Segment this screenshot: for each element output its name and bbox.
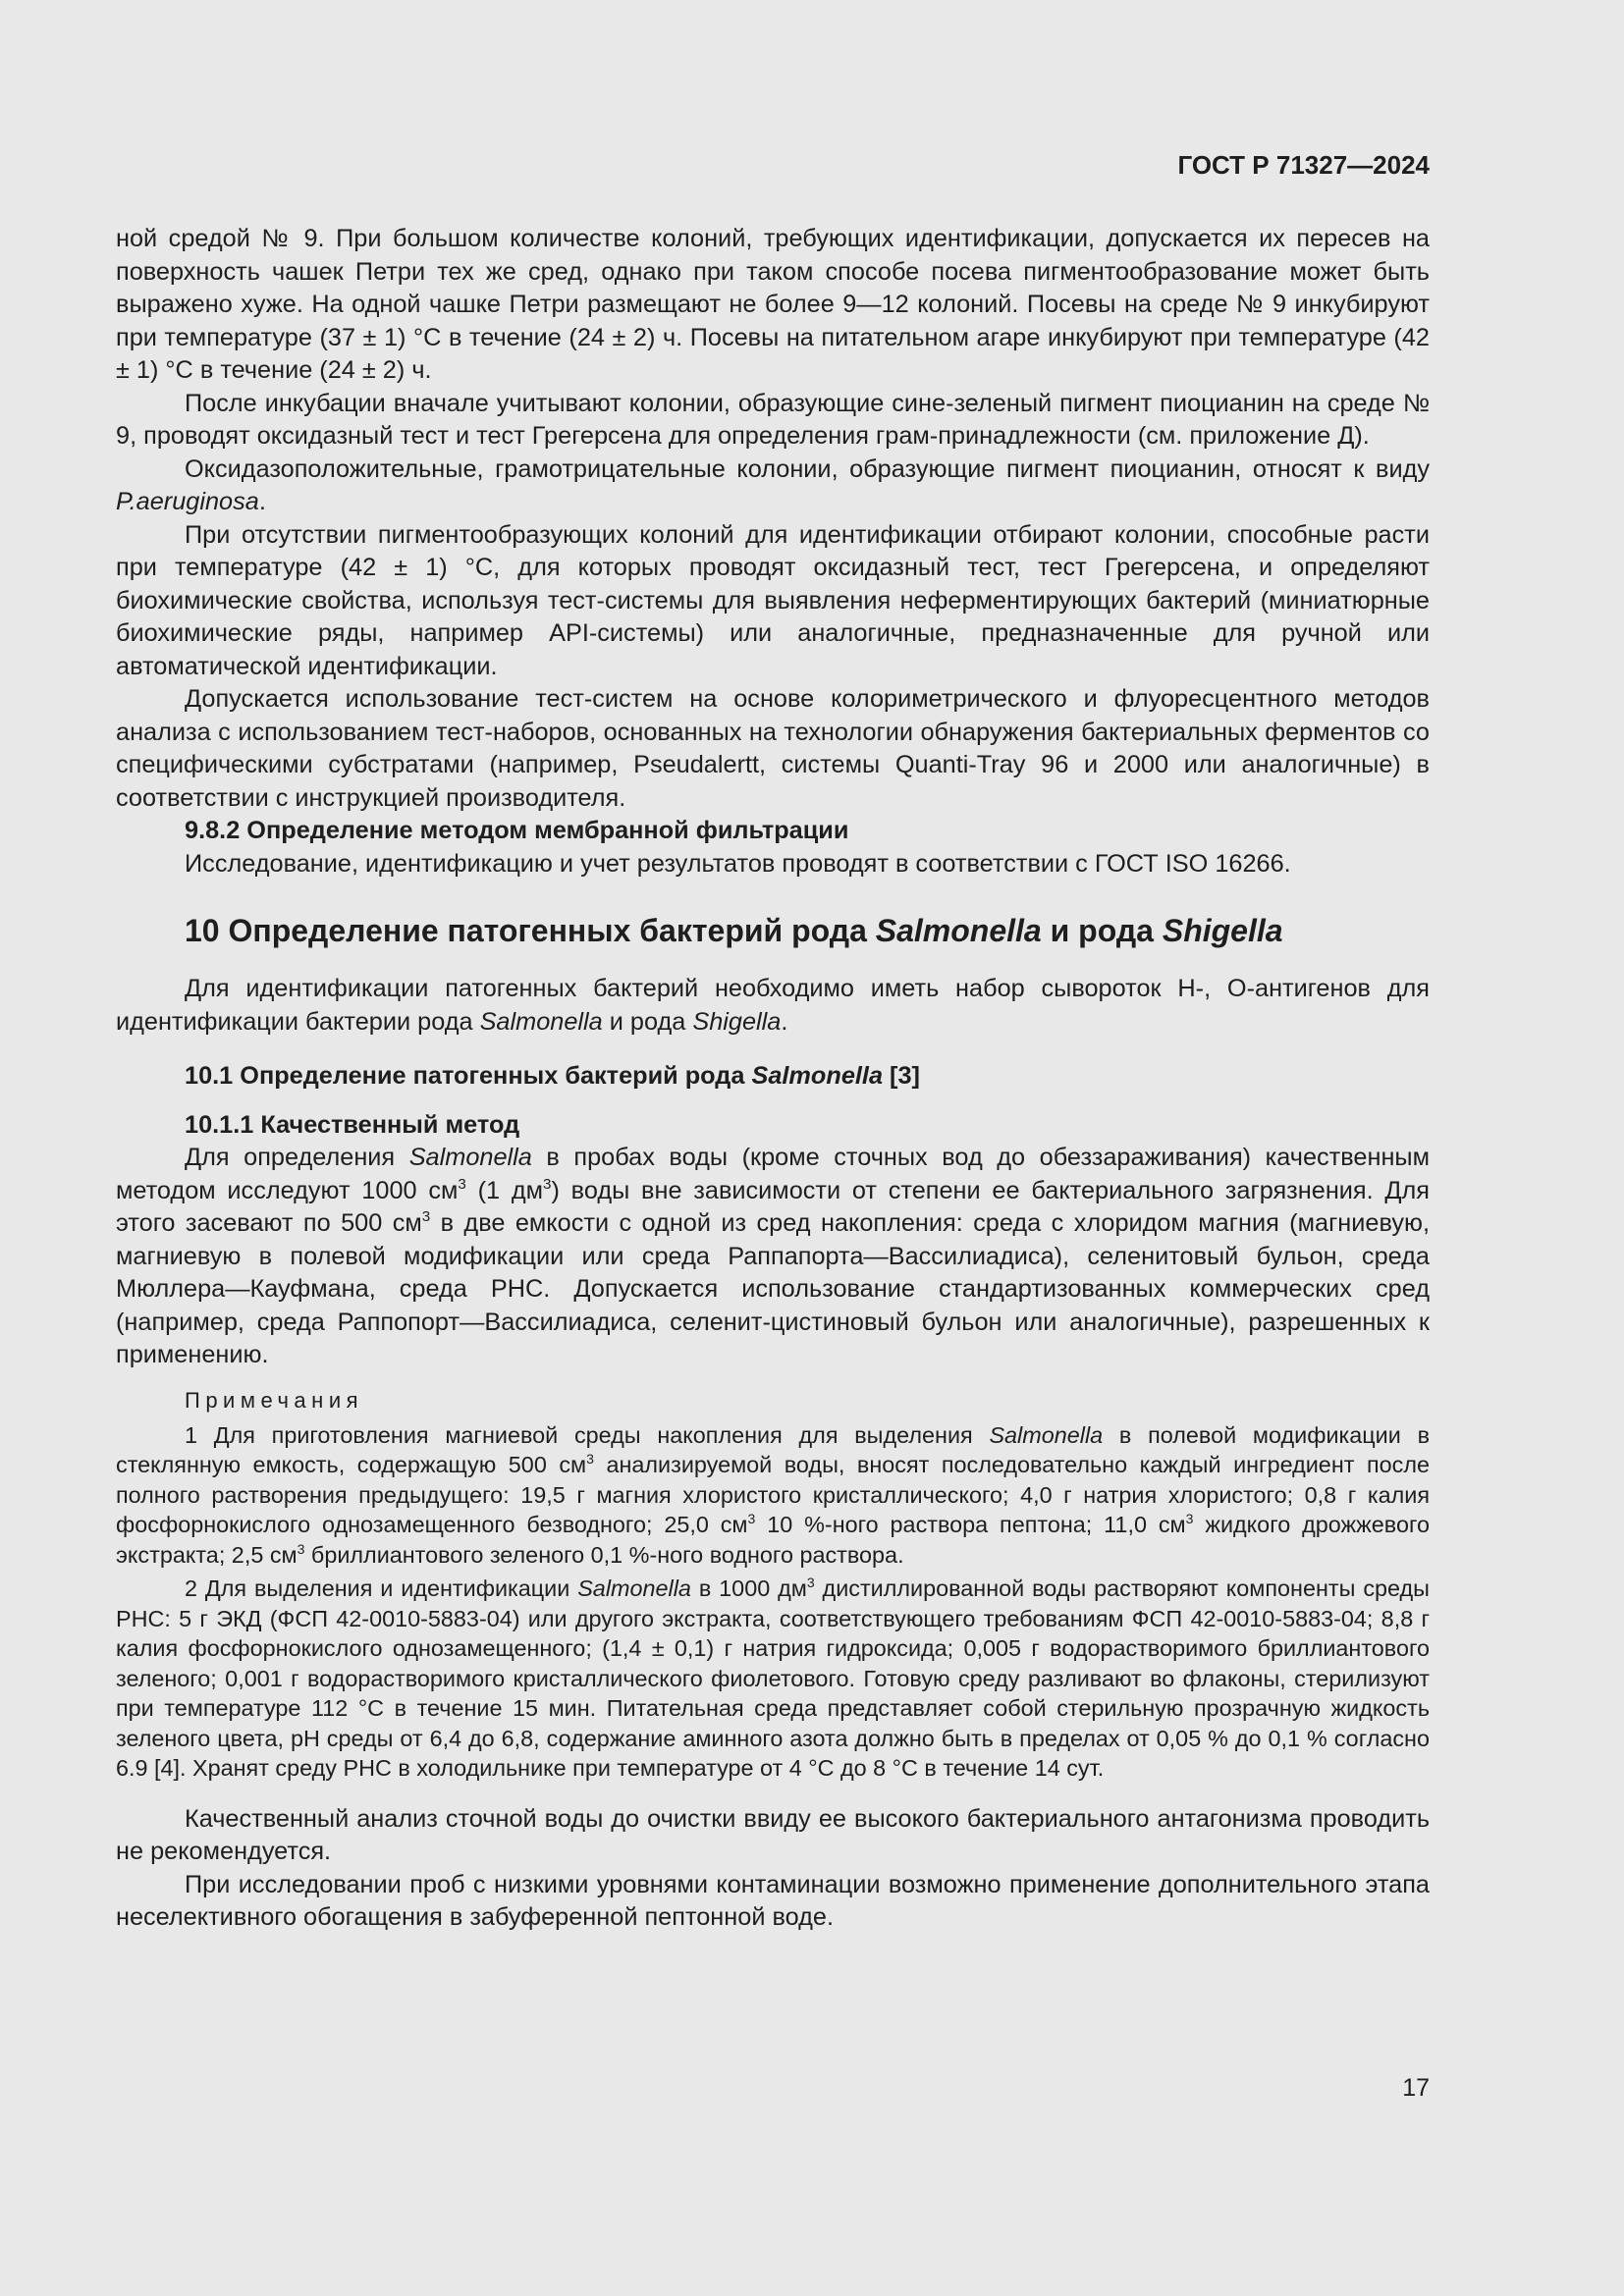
genus-name: Salmonella <box>875 913 1042 948</box>
paragraph <box>116 454 1430 519</box>
superscript: 3 <box>297 1540 305 1557</box>
text-run: Оксидазоположительные, грамотрицательные колонии, образующие пигмент пиоцианин, относят к виду <box>185 454 1430 483</box>
paragraph: ной средой № 9. При большом количестве колоний, требующих идентификации, допускается их пересев на поверхность чашек Петри тех же сред, однако при таком способе посева пигментообразование может быть выражено хуже. На одной чашке Петри размещают не более 9—12 колоний. Посевы на среде № 9 инкубируют при температуре (37 ± 1) °С в течение (24 ± 2) ч. Посевы на питательном агаре инкубируют при температуре (42 ± 1) °С в течение (24 ± 2) ч. <box>116 225 1430 384</box>
text-run: в пробах воды (кроме сточных вод до обеззараживания) качественным методом исследуют 1000 см <box>116 1144 1430 1204</box>
text-run: в полевой модификации в стеклянную емкость, содержащую 500 см <box>116 1421 1430 1477</box>
text-run: анализируемой воды, вносят последовательно каждый ингредиент после полного растворения предыдущего: 19,5 г магния хлористого кристаллического; 4,0 г натрия хлористого; 0,8 г калия фосфорнокислого однозамещенного безводного; 25,0 см <box>116 1452 1430 1537</box>
paragraph: После инкубации вначале учитывают колонии, образующие сине-зеленый пигмент пиоцианин на среде № 9, проводят оксидазный тест и тест Грегерсена для определения грам-принадлежности (см. приложение Д). <box>116 389 1430 450</box>
notes-title: Примечания <box>185 1387 364 1413</box>
text-run: 2 Для выделения и идентификации <box>185 1575 578 1601</box>
superscript: 3 <box>421 1208 431 1226</box>
superscript: 3 <box>806 1574 815 1590</box>
paragraph <box>116 973 1430 1039</box>
superscript: 3 <box>543 1175 552 1193</box>
subsection-heading-10-1 <box>116 1060 1430 1094</box>
text-run: 1 Для приготовления магниевой среды накопления для выделения <box>185 1421 990 1448</box>
text-run: и рода <box>602 1007 693 1036</box>
text-run: Для определения <box>185 1144 409 1171</box>
genus-name: Shigella <box>692 1007 782 1036</box>
text-run: 10.1 Определение патогенных бактерий рода <box>185 1062 752 1090</box>
paragraph: При отсутствии пигментообразующих колоний для идентификации отбирают колонии, способные расти при температуре (42 ± 1) °С, для которых проводят оксидазный тест, тест Грегерсена, и определяют биохимические свойства, используя тест-системы для выявления неферментирующих бактерий (миниатюрные биохимические ряды, например API-системы) или аналогичные, предназначенные для ручной или автоматической идентификации. <box>116 520 1430 680</box>
genus-name: Salmonella <box>989 1421 1104 1448</box>
superscript: 3 <box>747 1510 756 1526</box>
page-content <box>116 223 1430 1935</box>
genus-name: Shigella <box>1162 913 1283 948</box>
document-code: ГОСТ Р 71327—2024 <box>1177 150 1430 180</box>
genus-name: Salmonella <box>479 1007 603 1036</box>
text-run: . <box>781 1007 788 1036</box>
species-name: P.aeruginosa <box>116 488 259 515</box>
text-run: 10 %-ного раствора пептона; 11,0 см <box>755 1512 1186 1537</box>
genus-name: Salmonella <box>751 1062 884 1090</box>
subsection-heading-9-8-2: 9.8.2 Определение методом мембранной фильтрации <box>185 817 849 844</box>
superscript: 3 <box>1185 1510 1194 1526</box>
text-run: в две емкости с одной из сред накопления: среда с хлоридом магния (магниевую, магниевую в полевой модификации или среда Раппапорта—Вассилиадиса), селенитовый бульон, среда Мюллера—Кауфмана, среда РНС. Допускается использование стандартизованных коммерческих сред (например, среда Раппопорт—Вассилиадиса, селенит-цистиновый бульон или аналогичные), разрешенных к применению. <box>116 1209 1430 1368</box>
text-run: дистиллированной воды растворяют компоненты среды РНС: 5 г ЭКД (ФСП 42-0010-5883-04) или другого экстракта, соответствующего требованиям ФСП 42-0010-5883-04; 8,8 г калия фосфорнокислого однозамещенного; (1,4 ± 0,1) г натрия гидроксида; 0,005 г водорастворимого бриллиантового зеленого; 0,001 г водорастворимого кристаллического фиолетового. Готовую среду разливают во флаконы, стерилизуют при температуре 112 °С в течение 15 мин. Питательная среда представляет собой стерильную прозрачную жидкость зеленого цвета, pH среды от 6,4 до 6,8, содержание аминного азота должно быть в пределах от 0,05 % до 0,1 % согласно 6.9 [4]. Хранят среду РНС в холодильнике при температуре от 4 °С до 8 °С в течение 14 сут. <box>116 1575 1430 1781</box>
paragraph: Допускается использование тест-систем на основе колориметрического и флуоресцентного методов анализа с использованием тест-наборов, основанных на технологии обнаружения бактериальных ферментов со специфическими субстратами (например, Pseudalertt, системы Quanti-Tray 96 и 2000 или аналогичные) в соответствии с инструкцией производителя. <box>116 685 1430 812</box>
text-run: в 1000 дм <box>690 1575 807 1601</box>
paragraph <box>116 1142 1430 1372</box>
text-run: жидкого дрожжевого экстракта; 2,5 см <box>116 1512 1431 1568</box>
genus-name: Salmonella <box>577 1575 691 1601</box>
text-run: и рода <box>1041 913 1163 948</box>
text-run: [3] <box>883 1062 920 1090</box>
text-run: Для идентификации патогенных бактерий необходимо иметь набор сывороток Н-, О-антигенов для идентификации бактерии рода <box>116 975 1430 1036</box>
paragraph: При исследовании проб с низкими уровнями контаминации возможно применение дополнительного этапа неселективного обогащения в забуференной пептонной воде. <box>116 1870 1430 1931</box>
text-run: 10 Определение патогенных бактерий рода <box>185 913 876 948</box>
subsection-heading-10-1-1: 10.1.1 Качественный метод <box>185 1110 520 1139</box>
text-run: ) воды вне зависимости от степени ее бактериального загрязнения. Для этого засевают по 500 см <box>116 1176 1431 1237</box>
note-1 <box>116 1420 1430 1571</box>
page-number: 17 <box>1402 2074 1430 2102</box>
superscript: 3 <box>458 1175 466 1193</box>
text-run: (1 дм <box>465 1176 544 1204</box>
text-run: бриллиантового зеленого 0,1 %-ного водного раствора. <box>304 1541 904 1568</box>
text-run: . <box>258 488 266 515</box>
paragraph: Исследование, идентификацию и учет результатов проводят в соответствии с ГОСТ ISO 16266. <box>185 849 1291 878</box>
superscript: 3 <box>586 1450 594 1467</box>
paragraph: Качественный анализ сточной воды до очистки ввиду ее высокого бактериального антагонизма проводить не рекомендуется. <box>116 1804 1430 1865</box>
genus-name: Salmonella <box>408 1144 532 1171</box>
note-2 <box>116 1574 1430 1784</box>
section-heading-10 <box>116 910 1430 951</box>
